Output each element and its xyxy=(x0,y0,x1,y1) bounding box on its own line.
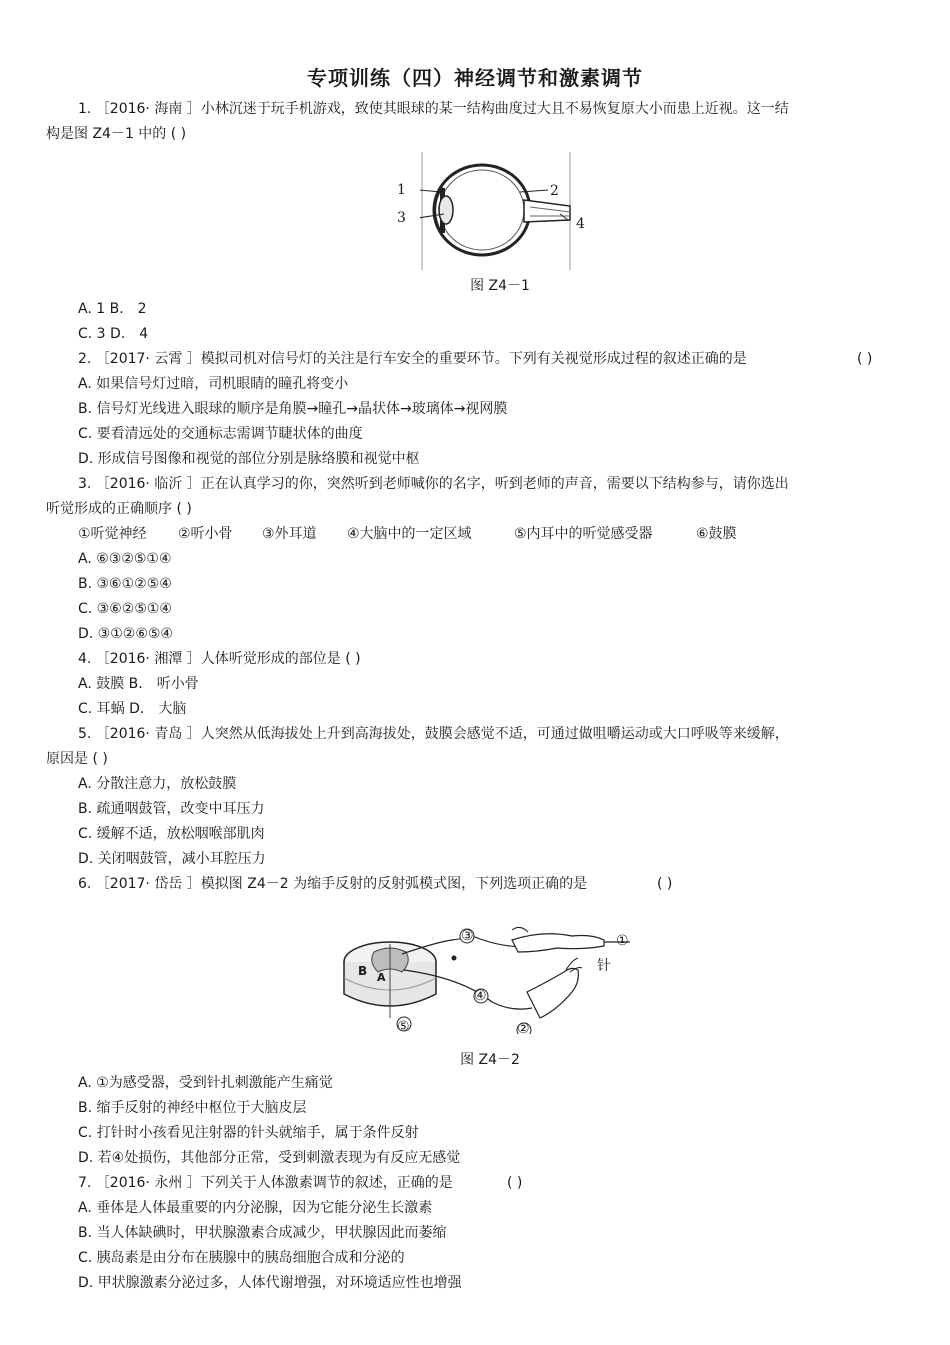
q5-stem-line2: 原因是 ( ) xyxy=(46,751,108,767)
q3-item-5: ⑤内耳中的听觉感受器 xyxy=(514,526,653,542)
eye-label-2: 2 xyxy=(550,183,559,199)
q5-option-b: B. 疏通咽鼓管，改变中耳压力 xyxy=(78,801,265,817)
q7-option-c: C. 胰岛素是由分布在胰腺中的胰岛细胞合成和分泌的 xyxy=(78,1250,405,1266)
figure-caption-z4-2: 图 Z4－2 xyxy=(460,1052,520,1068)
reflex-label-b: B xyxy=(358,964,368,978)
q3-option-c: C. ③⑥②⑤①④ xyxy=(78,601,172,617)
q6-option-a: A. ①为感受器，受到针扎刺激能产生痛觉 xyxy=(78,1075,333,1091)
q6-option-d: D. 若④处损伤，其他部分正常，受到刺激表现为有反应无感觉 xyxy=(78,1150,461,1166)
q7-answer-bracket: ( ) xyxy=(507,1175,523,1191)
q2-option-c: C. 要看清远处的交通标志需调节睫状体的曲度 xyxy=(78,426,363,442)
reflex-label-1: ① xyxy=(616,933,629,949)
q1-stem-line2: 构是图 Z4－1 中的 ( ) xyxy=(46,126,187,142)
eye-diagram-figure xyxy=(420,152,572,270)
reflex-label-needle: 针 xyxy=(597,958,611,974)
q2-option-b: B. 信号灯光线进入眼球的顺序是角膜→瞳孔→晶状体→玻璃体→视网膜 xyxy=(78,401,508,417)
q7-option-d: D. 甲状腺激素分泌过多，人体代谢增强，对环境适应性也增强 xyxy=(78,1275,462,1291)
figure-caption-z4-1: 图 Z4－1 xyxy=(470,278,530,294)
q5-option-d: D. 关闭咽鼓管，减小耳腔压力 xyxy=(78,851,266,867)
q7-option-b: B. 当人体缺碘时，甲状腺激素合成减少，甲状腺因此而萎缩 xyxy=(78,1225,447,1241)
q3-option-b: B. ③⑥①②⑤④ xyxy=(78,576,172,592)
q1-stem-line1: 1. ［2016· 海南 ］小林沉迷于玩手机游戏，致使其眼球的某一结构曲度过大且不易恢复原大小而患上近视。这一结 xyxy=(78,101,789,117)
q7-stem: 7. ［2016· 永州 ］下列关于人体激素调节的叙述，正确的是 xyxy=(78,1175,453,1191)
q2-option-d: D. 形成信号图像和视觉的部位分别是脉络膜和视觉中枢 xyxy=(78,451,420,467)
q6-answer-bracket: ( ) xyxy=(657,876,673,892)
reflex-arc-diagram xyxy=(342,922,640,1034)
eye-label-4: 4 xyxy=(576,216,585,232)
reflex-label-a: A xyxy=(377,971,386,984)
q6-option-b: B. 缩手反射的神经中枢位于大脑皮层 xyxy=(78,1100,307,1116)
q2-option-a: A. 如果信号灯过暗，司机眼睛的瞳孔将变小 xyxy=(78,376,349,392)
reflex-label-4: ④ xyxy=(474,988,487,1004)
q3-stem-line1: 3. ［2016· 临沂 ］正在认真学习的你，突然听到老师喊你的名字，听到老师的声音，需要以下结构参与，请你选出 xyxy=(78,476,789,492)
q6-option-c: C. 打针时小孩看见注射器的针头就缩手，属于条件反射 xyxy=(78,1125,419,1141)
q3-item-3: ③外耳道 xyxy=(262,526,317,542)
reflex-label-2: ② xyxy=(517,1021,530,1037)
page-title: 专项训练（四）神经调节和激素调节 xyxy=(307,66,643,90)
q7-option-a: A. 垂体是人体最重要的内分泌腺，因为它能分泌生长激素 xyxy=(78,1200,433,1216)
q2-stem: 2. ［2017· 云霄 ］模拟司机对信号灯的关注是行车安全的重要环节。下列有关视觉形成过程的叙述正确的是 xyxy=(78,351,747,367)
reflex-arc-figure xyxy=(342,922,640,1034)
eye-label-3: 3 xyxy=(397,210,406,226)
q3-item-6: ⑥鼓膜 xyxy=(696,526,737,542)
q5-option-c: C. 缓解不适，放松咽喉部肌肉 xyxy=(78,826,265,842)
reflex-label-5: ⑤ xyxy=(397,1019,410,1035)
q5-stem-line1: 5. ［2016· 青岛 ］人突然从低海拔处上升到高海拔处，鼓膜会感觉不适，可通过做咀嚼运动或大口呼吸等来缓解， xyxy=(78,726,789,742)
q1-option-ab: A. 1 B． 2 xyxy=(78,301,147,317)
q3-option-d: D. ③①②⑥⑤④ xyxy=(78,626,173,642)
q4-option-cd: C. 耳蜗 D． 大脑 xyxy=(78,701,187,717)
eye-label-1: 1 xyxy=(397,182,406,198)
q4-option-ab: A. 鼓膜 B． 听小骨 xyxy=(78,676,199,692)
q4-stem: 4. ［2016· 湘潭 ］人体听觉形成的部位是 ( ) xyxy=(78,651,361,667)
q3-item-1: ①听觉神经 xyxy=(78,526,147,542)
q1-option-cd: C. 3 D． 4 xyxy=(78,326,149,342)
q3-item-2: ②听小骨 xyxy=(178,526,233,542)
q5-option-a: A. 分散注意力，放松鼓膜 xyxy=(78,776,237,792)
eye-diagram xyxy=(420,152,572,270)
q3-option-a: A. ⑥③②⑤①④ xyxy=(78,551,172,567)
q6-stem: 6. ［2017· 岱岳 ］模拟图 Z4－2 为缩手反射的反射弧模式图，下列选项正确的是 xyxy=(78,876,588,892)
q3-item-4: ④大脑中的一定区域 xyxy=(347,526,472,542)
q3-stem-line2: 听觉形成的正确顺序 ( ) xyxy=(46,501,192,517)
q2-answer-bracket: ( ) xyxy=(857,351,873,367)
reflex-label-3: ③ xyxy=(461,928,474,944)
